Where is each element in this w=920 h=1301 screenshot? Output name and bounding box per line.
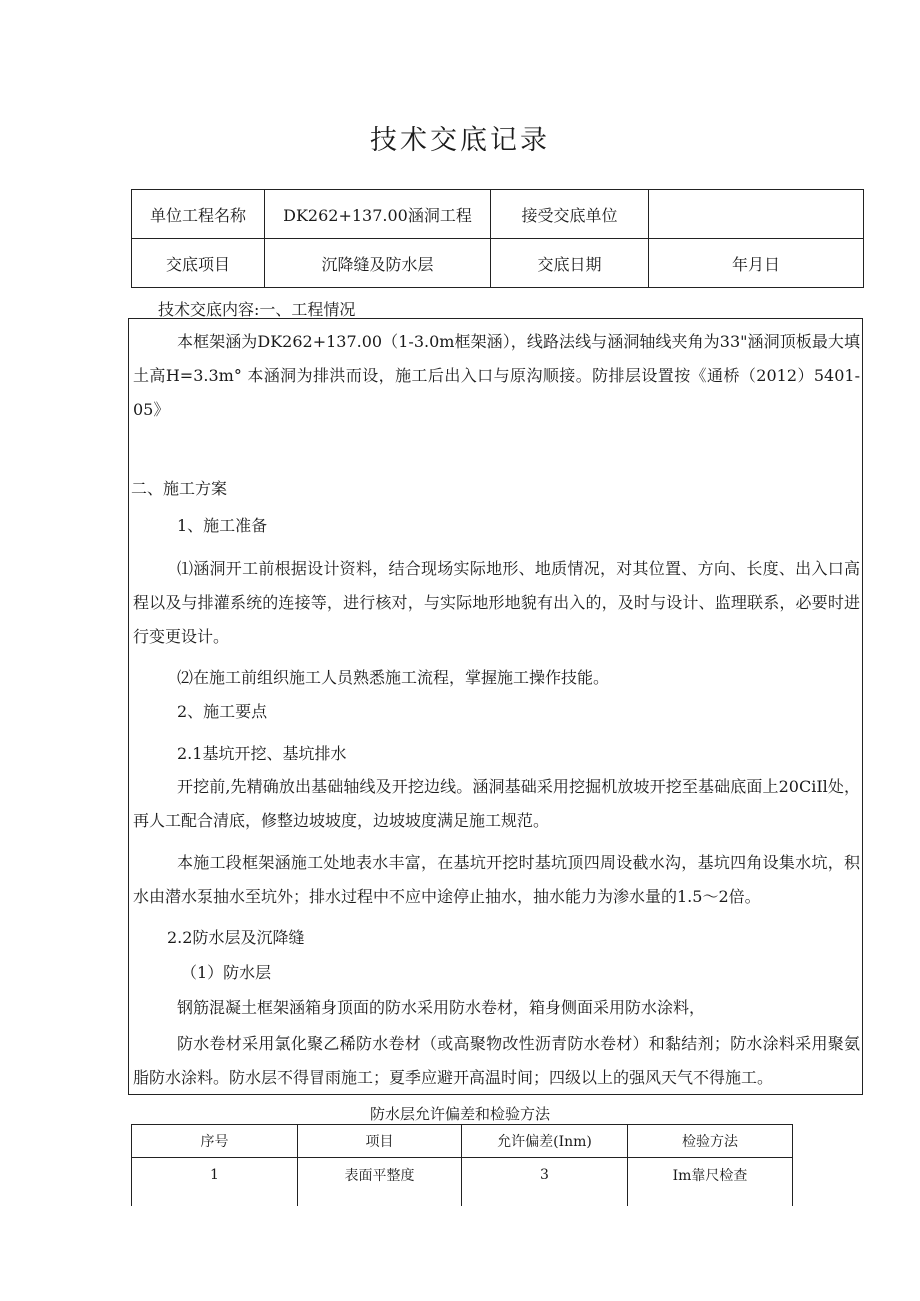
paragraph-prep-2: ⑵在施工前组织施工人员熟悉施工流程，掌握施工操作技能。 — [177, 668, 610, 687]
tolerance-header-row — [132, 1125, 793, 1158]
tolerance-table-title: 防水层允许偏差和检验方法 — [369, 1105, 550, 1123]
subsection-heading-points: 2、施工要点 — [177, 702, 268, 721]
paragraph-excavation: 开挖前,先精确放出基础轴线及开挖边线。涵洞基础采用挖掘机放坡开挖至基础底面上20CiIl处，再人工配合清底，修整边坡坡度，边坡坡度满足施工规范。 — [133, 777, 860, 830]
date-value: 年月日 — [649, 239, 864, 288]
info-table — [131, 189, 864, 288]
paragraph-waterproof-1: 钢筋混凝土框架涵箱身顶面的防水采用防水卷材，箱身侧面采用防水涂料， — [177, 998, 706, 1017]
info-row-unit — [132, 190, 864, 239]
date-label: 交底日期 — [491, 239, 649, 288]
paragraph-drainage: 本施工段框架涵施工处地表水丰富，在基坑开挖时基坑顶四周设截水沟，基坑四角设集水坑，积水由潜水泵抽水至坑外；排水过程中不应中途停止抽水，抽水能力为渗水量的1.5～2倍。 — [133, 853, 860, 906]
item-value: 沉降缝及防水层 — [265, 239, 491, 288]
content-box — [128, 318, 863, 1095]
table-continuation — [132, 1192, 793, 1206]
subsection-heading-excavation: 2.1基坑开挖、基坑排水 — [177, 744, 347, 763]
tolerance-table — [131, 1124, 793, 1206]
unit-value: DK262+137.00涵洞工程 — [265, 190, 491, 239]
tolerance-cell-method: Im靠尺检查 — [628, 1158, 793, 1193]
page-title: 技术交底记录 — [370, 125, 550, 156]
subsection-heading-waterproof: 2.2防水层及沉降缝 — [167, 928, 305, 947]
unit-label: 单位工程名称 — [132, 190, 265, 239]
receiver-label: 接受交底单位 — [491, 190, 649, 239]
tolerance-cell-item: 表面平整度 — [298, 1158, 462, 1193]
subsection-heading-waterproof-layer: （1）防水层 — [181, 963, 272, 982]
tolerance-header-deviation: 允许偏差(Inm) — [462, 1125, 628, 1158]
tolerance-header-method: 检验方法 — [628, 1125, 793, 1158]
paragraph-prep-1: ⑴涵洞开工前根据设计资料，结合现场实际地形、地质情况，对其位置、方向、长度、出入口高程以及与排灌系统的连接等，进行核对，与实际地形地貌有出入的，及时与设计、监理联系，必要时进行变更设计。 — [133, 559, 860, 646]
info-row-item — [132, 239, 864, 288]
content-label: 技术交底内容:一、工程情况 — [158, 300, 356, 319]
section-heading-plan: 二、施工方案 — [131, 479, 228, 498]
table-row — [132, 1158, 793, 1193]
tolerance-cell-deviation: 3 — [462, 1158, 628, 1193]
tolerance-header-index: 序号 — [132, 1125, 298, 1158]
tolerance-header-item: 项目 — [298, 1125, 462, 1158]
item-label: 交底项目 — [132, 239, 265, 288]
paragraph-overview: 本框架涵为DK262+137.00（1-3.0m框架涵），线路法线与涵洞轴线夹角为33"涵洞顶板最大填土高H=3.3m° 本涵洞为排洪而设，施工后出入口与原沟顺接。防排层设置按《通桥（2012）5401-05》 — [133, 332, 860, 419]
tolerance-cell-index: 1 — [132, 1158, 298, 1193]
subsection-heading-prep: 1、施工准备 — [177, 516, 268, 535]
paragraph-waterproof-2: 防水卷材采用氯化聚乙稀防水卷材（或高聚物改性沥青防水卷材）和黏结剂；防水涂料采用聚氨脂防水涂料。防水层不得冒雨施工；夏季应避开高温时间；四级以上的强风天气不得施工。 — [133, 1034, 860, 1087]
receiver-value — [649, 190, 864, 239]
